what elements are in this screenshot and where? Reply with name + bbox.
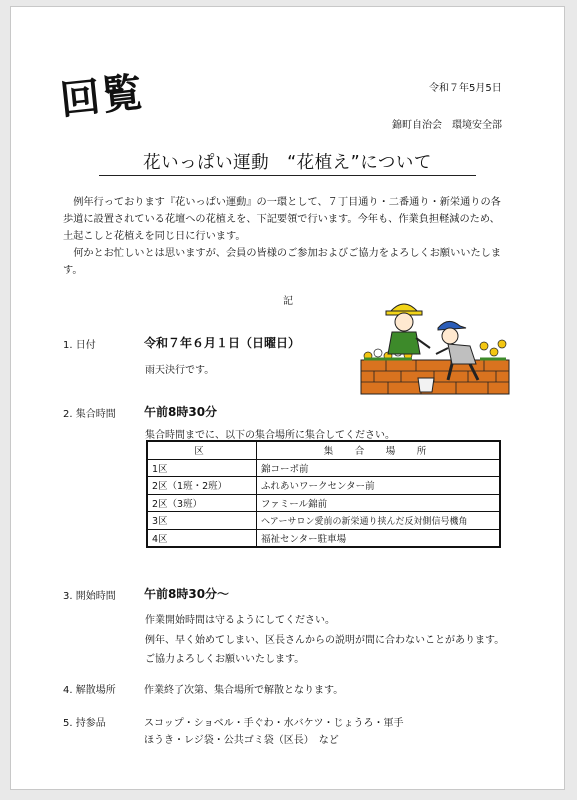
notice-page bbox=[10, 6, 565, 790]
table-cell-place: 福祉センター駐車場 bbox=[257, 529, 501, 547]
section-items-label: 5. 持参品 bbox=[63, 718, 106, 729]
table-cell-place: ふれあいワークセンター前 bbox=[257, 477, 501, 495]
section-start-line-2: 例年、早く始めてしまい、区長さんからの説明が間に合わないことがあります。 bbox=[145, 635, 505, 646]
issue-date: 令和７年5月5日 bbox=[429, 83, 502, 94]
section-gathering-value: 午前8時30分 bbox=[144, 405, 218, 419]
bucket bbox=[418, 378, 434, 392]
table-cell-district: 3区 bbox=[147, 512, 257, 530]
table-cell-district: 1区 bbox=[147, 459, 257, 477]
section-start-label: 3. 開始時間 bbox=[63, 591, 116, 602]
table-cell-district: 4区 bbox=[147, 529, 257, 547]
section-items-line-2: ほうき・レジ袋・公共ゴミ袋（区長） など bbox=[144, 735, 339, 746]
table-row bbox=[147, 477, 500, 495]
table-row bbox=[147, 529, 500, 547]
organization: 錦町自治会 環境安全部 bbox=[392, 120, 502, 131]
section-items-line-1: スコップ・ショベル・手ぐわ・水バケツ・じょうろ・軍手 bbox=[144, 718, 404, 729]
section-gathering-label: 2. 集合時間 bbox=[63, 409, 116, 420]
section-start-line-3: ご協力よろしくお願いいたします。 bbox=[145, 654, 305, 665]
table-cell-place: 錦コーポ前 bbox=[257, 459, 501, 477]
title-underline bbox=[99, 175, 476, 176]
section-date-label: 1. 日付 bbox=[63, 340, 96, 351]
worker-yellow-helmet bbox=[386, 304, 430, 354]
intro-paragraph-1: 例年行っております『花いっぱい運動』の一環として、７丁目通り・二番通り・新栄通りの各歩道に設置されている花壇への花植えを、下記要領で行います。今年も、作業負担軽減のため、土起こしと花植えを同じ日に行います。 bbox=[63, 197, 501, 242]
table-header-place: 集 合 場 所 bbox=[257, 441, 501, 459]
section-start-value: 午前8時30分～ bbox=[144, 587, 230, 601]
table-row bbox=[147, 459, 500, 477]
gathering-places-table bbox=[146, 440, 501, 548]
section-dismiss-label: 4. 解散場所 bbox=[63, 685, 116, 696]
section-start-line-1: 作業開始時間は守るようにしてください。 bbox=[145, 615, 335, 626]
gardening-illustration bbox=[356, 290, 511, 398]
table-cell-place: ファミール錦前 bbox=[257, 494, 501, 512]
brick-wall bbox=[361, 360, 509, 394]
section-date-value: 令和７年６月１日（日曜日） bbox=[144, 336, 301, 350]
table-cell-place: ヘアーサロン愛前の新栄通り挟んだ反対側信号機角 bbox=[257, 512, 501, 530]
table-row bbox=[147, 494, 500, 512]
table-row bbox=[147, 512, 500, 530]
flowers bbox=[364, 340, 506, 360]
section-dismiss-value: 作業終了次第、集合場所で解散となります。 bbox=[144, 685, 344, 696]
ki-marker: 記 bbox=[283, 296, 293, 307]
kairan-heading: 回覧 bbox=[57, 69, 147, 125]
table-cell-district: 2区（3班） bbox=[147, 494, 257, 512]
page-title: 花いっぱい運動 “花植え”について bbox=[143, 153, 432, 173]
intro-paragraph-2: 何かとお忙しいとは思いますが、会員の皆様のご参加およびご協力をよろしくお願いいたします。 bbox=[63, 248, 502, 276]
table-header-row bbox=[147, 441, 500, 459]
table-cell-district: 2区（1班・2班） bbox=[147, 477, 257, 495]
table-header-district: 区 bbox=[147, 441, 257, 459]
section-date-note: 雨天決行です。 bbox=[145, 365, 215, 376]
section-gathering-note: 集合時間までに、以下の集合場所に集合してください。 bbox=[145, 430, 395, 441]
